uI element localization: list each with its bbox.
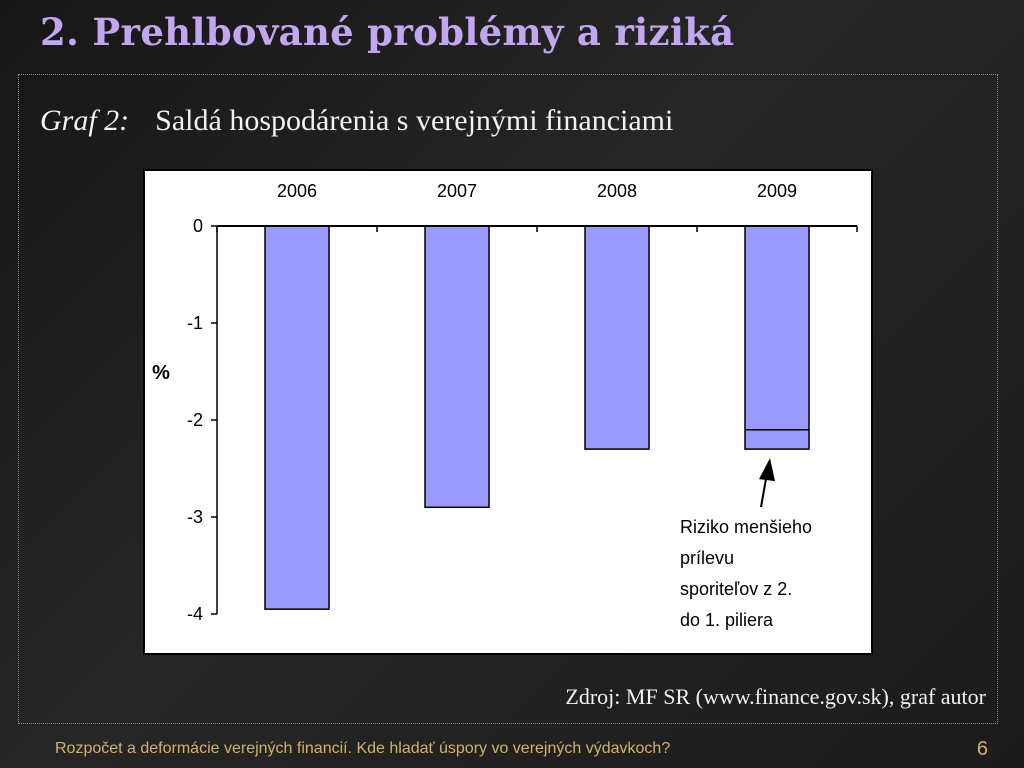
y-tick-label: -1 bbox=[186, 313, 203, 333]
annotation-arrow-head bbox=[759, 458, 775, 481]
footer-text: Rozpočet a deformácie verejných financií. Kde hladať úspory vo verejných výdavkoch? bbox=[55, 740, 671, 757]
bar-2009 bbox=[745, 226, 809, 449]
x-category-label: 2009 bbox=[756, 181, 798, 201]
x-category-label: 2006 bbox=[276, 181, 318, 201]
annotation-text-line: sporiteľov z 2. bbox=[680, 579, 793, 599]
slide-title: 2. Prehlbované problémy a riziká bbox=[40, 10, 735, 54]
bar-2007 bbox=[425, 226, 489, 507]
graph-label: Graf 2: bbox=[40, 104, 130, 137]
y-tick-label: 0 bbox=[192, 216, 203, 236]
x-category-label: 2008 bbox=[596, 181, 638, 201]
chart-area bbox=[143, 169, 873, 655]
y-tick-label: -2 bbox=[186, 410, 203, 430]
y-axis-label: % bbox=[152, 362, 170, 384]
annotation-text-line: Riziko menšieho bbox=[680, 517, 813, 537]
graph-title: Saldá hospodárenia s verejnými financiami bbox=[155, 104, 674, 137]
bar-2008 bbox=[585, 226, 649, 449]
x-category-label: 2007 bbox=[436, 181, 478, 201]
bar-2006 bbox=[265, 226, 329, 609]
y-tick-label: -3 bbox=[186, 507, 203, 527]
annotation-text-line: prílevu bbox=[680, 548, 735, 568]
y-tick-label: -4 bbox=[186, 604, 203, 624]
bar-chart bbox=[145, 171, 871, 653]
annotation-text-line: do 1. piliera bbox=[680, 610, 774, 630]
graph-caption bbox=[40, 104, 673, 138]
source-note: Zdroj: MF SR (www.finance.gov.sk), graf autor bbox=[565, 684, 986, 709]
page-number: 6 bbox=[976, 738, 988, 760]
